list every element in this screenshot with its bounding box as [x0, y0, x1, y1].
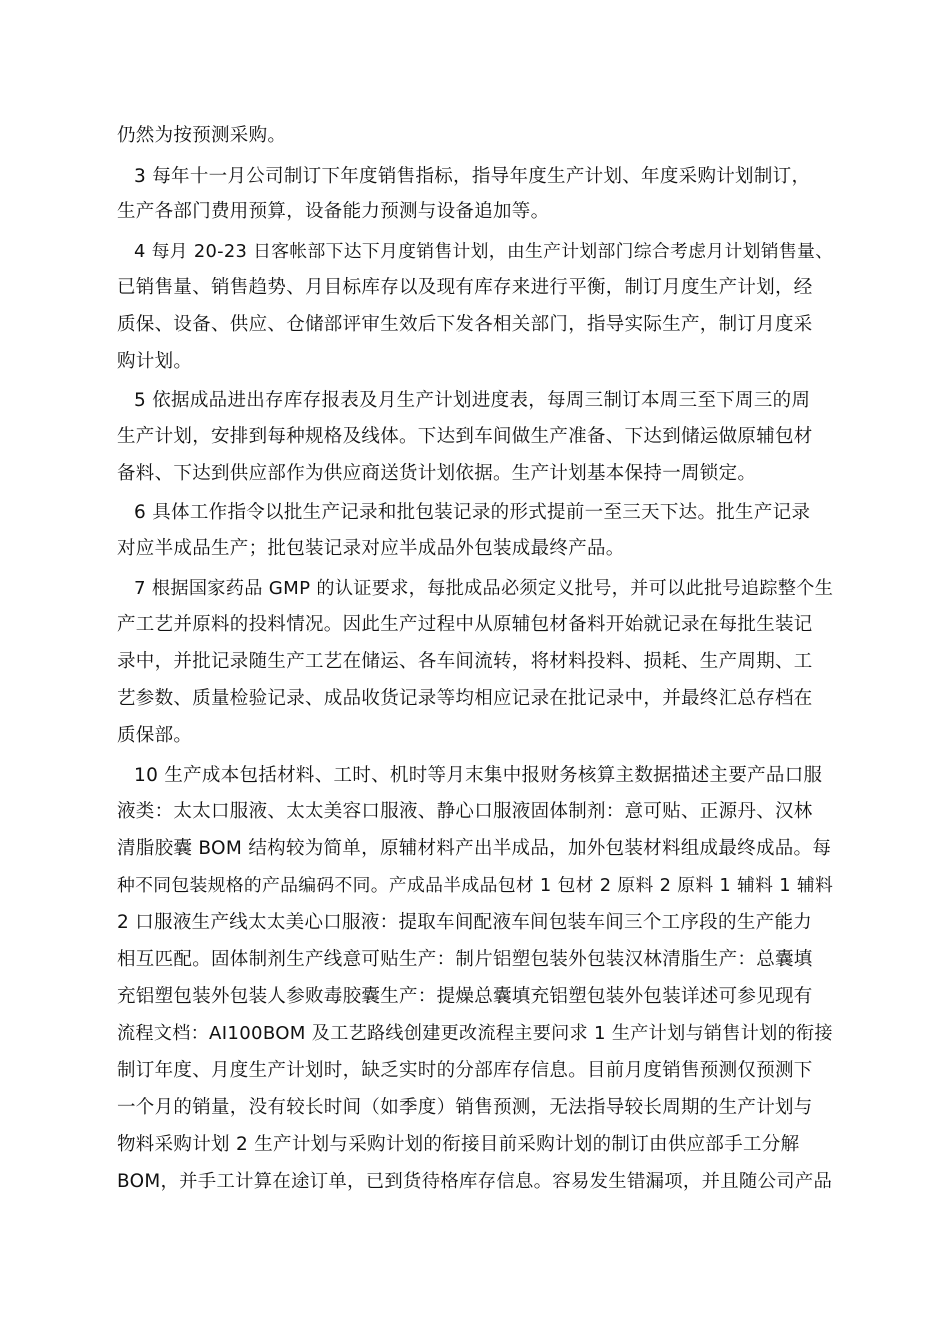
text-line-13: 7 根据国家药品 GMP 的认证要求，每批成品必须定义批号，并可以此批号追踪整个生	[134, 578, 834, 599]
text-line-29: BOM，并手工计算在途订单，已到货待格库存信息。容易发生错漏项，并且随公司产品	[117, 1171, 833, 1192]
text-line-4: 4 每月 20-23 日客帐部下达下月度销售计划，由生产计划部门综合考虑月计划销售量、	[134, 241, 834, 262]
text-line-16: 艺参数、质量检验记录、成品收货记录等均相应记录在批记录中，并最终汇总存档在	[117, 688, 813, 709]
text-line-21: 种不同包装规格的产品编码不同。产成品半成品包材 1 包材 2 原料 2 原料 1 辅料 1 辅料	[117, 875, 834, 896]
text-line-8: 5 依据成品进出存库存报表及月生产计划进度表，每周三制订本周三至下周三的周	[134, 390, 811, 411]
text-line-25: 流程文档：AI100BOM 及工艺路线创建更改流程主要问求 1 生产计划与销售计划的衔接	[117, 1023, 833, 1044]
text-line-3: 生产各部门费用预算，设备能力预测与设备追加等。	[117, 201, 550, 222]
text-line-24: 充铝塑包装外包装人参败毒胶囊生产：提燥总囊填充铝塑包装外包装详述可参见现有	[117, 986, 813, 1007]
text-line-27: 一个月的销量，没有较长时间（如季度）销售预测，无法指导较长周期的生产计划与	[117, 1097, 813, 1118]
text-line-20: 清脂胶囊 BOM 结构较为简单，原辅材料产出半成品，加外包装材料组成最终成品。每	[117, 838, 832, 859]
text-line-7: 购计划。	[117, 351, 193, 372]
text-line-2: 3 每年十一月公司制订下年度销售指标，指导年度生产计划、年度采购计划制订，	[134, 166, 811, 187]
text-line-9: 生产计划，安排到每种规格及线体。下达到车间做生产准备、下达到储运做原辅包材	[117, 426, 813, 447]
text-line-11: 6 具体工作指令以批生产记录和批包装记录的形式提前一至三天下达。批生产记录	[134, 502, 811, 523]
text-line-1: 仍然为按预测采购。	[117, 125, 287, 146]
text-line-14: 产工艺并原料的投料情况。因此生产过程中从原辅包材备料开始就记录在每批生装记	[117, 614, 813, 635]
text-line-26: 制订年度、月度生产计划时，缺乏实时的分部库存信息。目前月度销售预测仅预测下	[117, 1060, 813, 1081]
text-line-28: 物料采购计划 2 生产计划与采购计划的衔接目前采购计划的制订由供应部手工分解	[117, 1134, 800, 1155]
text-line-17: 质保部。	[117, 725, 193, 746]
text-line-22: 2 口服液生产线太太美心口服液：提取车间配液车间包装车间三个工序段的生产能力	[117, 912, 813, 933]
text-line-12: 对应半成品生产；批包装记录对应半成品外包装成最终产品。	[117, 538, 625, 559]
text-line-19: 液类：太太口服液、太太美容口服液、静心口服液固体制剂：意可贴、正源丹、汉林	[117, 801, 813, 822]
text-line-23: 相互匹配。固体制剂生产线意可贴生产：制片铝塑包装外包装汉林清脂生产：总囊填	[117, 949, 813, 970]
text-line-10: 备料、下达到供应部作为供应商送货计划依据。生产计划基本保持一周锁定。	[117, 463, 757, 484]
text-line-18: 10 生产成本包括材料、工时、机时等月末集中报财务核算主数据描述主要产品口服	[134, 765, 823, 786]
text-line-15: 录中，并批记录随生产工艺在储运、各车间流转，将材料投料、损耗、生产周期、工	[117, 651, 813, 672]
text-line-5: 已销售量、销售趋势、月目标库存以及现有库存来进行平衡，制订月度生产计划，经	[117, 277, 813, 298]
text-line-6: 质保、设备、供应、仓储部评审生效后下发各相关部门，指导实际生产，制订月度采	[117, 314, 813, 335]
